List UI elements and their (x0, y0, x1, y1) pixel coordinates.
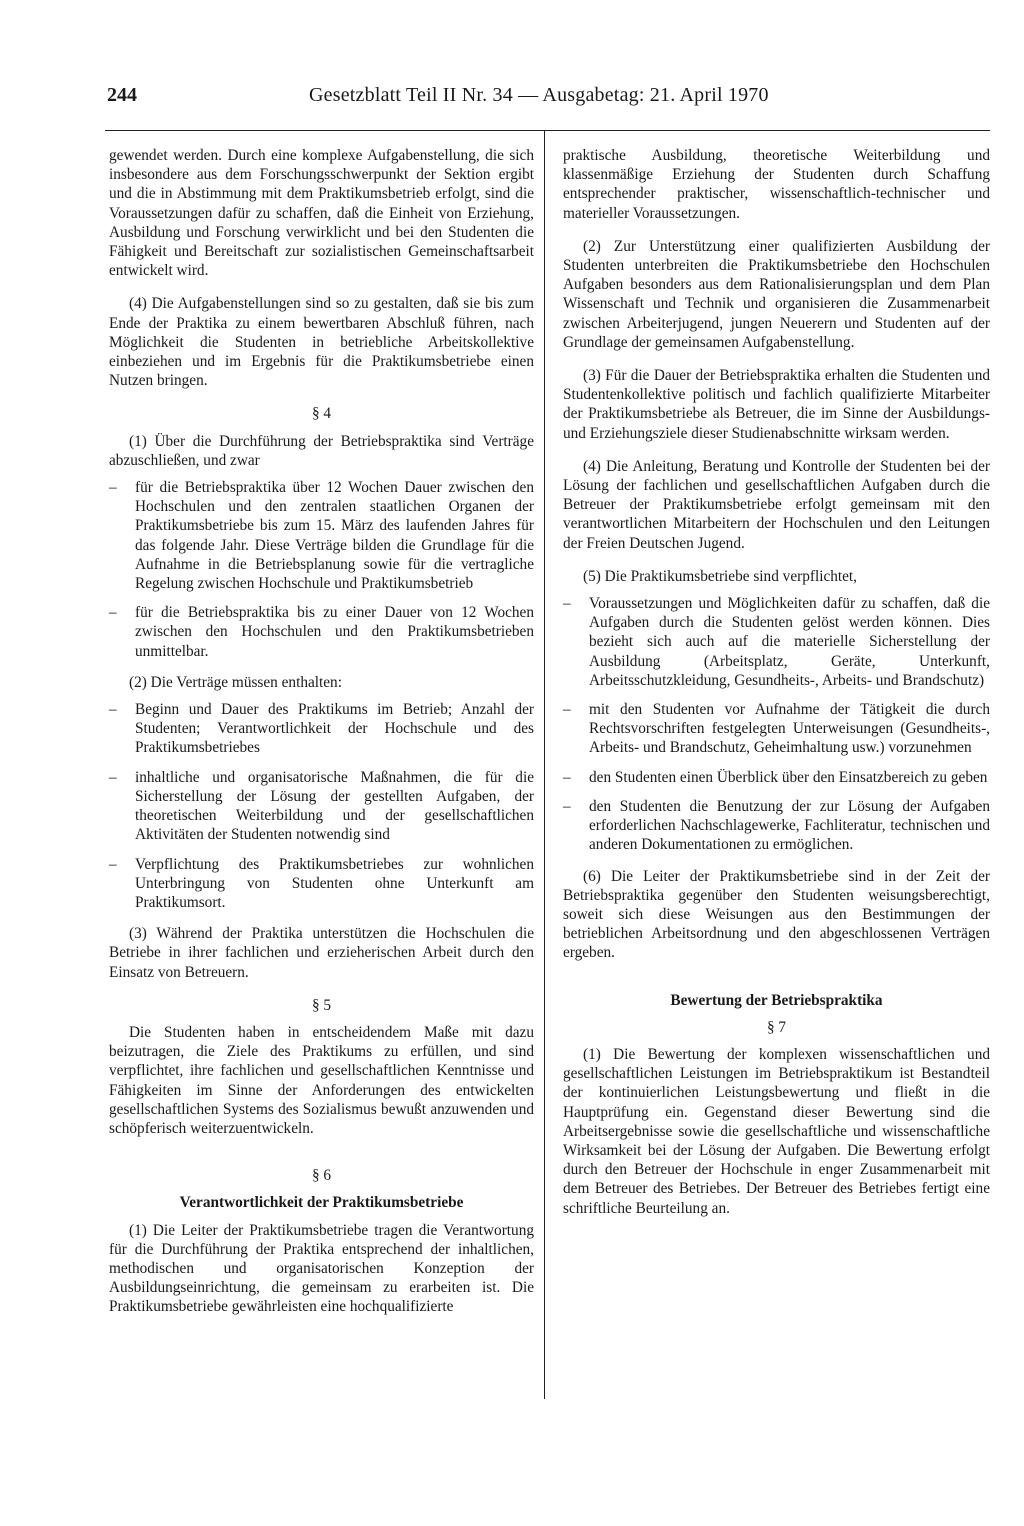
list-item: – den Studenten einen Überblick über den Einsatzbereich zu geben (563, 768, 990, 787)
paragraph-continued: praktische Ausbildung, theoretische Weiterbildung und klassenmäßige Erziehung der Studenten durch Schaffung entsprechender praktischer, wissenschaftlich-technischer und materieller Voraussetzungen. (563, 147, 990, 222)
list-item: – Verpflichtung des Praktikumsbetriebes zur wohnlichen Unterbringung von Studenten ohne Unterkunft am Praktikumsort. (109, 855, 534, 913)
section-4-paragraph-1: (1) Über die Durchführung der Betriebspraktika sind Verträge abzuschließen, und zwar (109, 432, 534, 469)
paragraph-continued: gewendet werden. Durch eine komplexe Aufgabenstellung, die sich insbesondere aus dem Forschungsschwerpunkt der Sektion ergibt und die in Abstimmung mit dem Praktikumsbetrieb erfolgt, sind die Voraussetzungen dafür zu schaffen, daß die Einheit von Erziehung, Ausbildung und Forschung verwirklicht und bei den Studenten die Fähigkeit und Bereitschaft zur sozialistischen Gemeinschaftsarbeit entwickelt wird. (109, 147, 534, 280)
header-rule (105, 130, 990, 131)
paragraph-5-list (563, 594, 990, 854)
paragraph-4: (4) Die Anleitung, Beratung und Kontrolle der Studenten bei der Lösung der fachlichen und gesellschaftlichen Aufgaben durch die Betreuer der Praktikumsbetriebe erfolgt gemeinsam mit den verantwortlichen Mitarbeitern der Hochschulen und den Leitungen der Freien Deutschen Jugend. (563, 457, 990, 552)
page-header (107, 84, 987, 112)
list-item: – inhaltliche und organisatorische Maßnahmen, die für die Sicherstellung der Lösung der gestellten Aufgaben, der theoretischen Weiterbildung und der gesellschaftlichen Aktivitäten der Studenten notwendig sind (109, 768, 534, 845)
paragraph-6: (6) Die Leiter der Praktikumsbetriebe sind in der Zeit der Betriebspraktika gegenüber den Studenten weisungsberechtigt, soweit sich diese Weisungen aus den Bestimmungen der betrieblichen Arbeitsordnung und den abgeschlossenen Verträgen ergeben. (563, 867, 990, 962)
list-item: – Voraussetzungen und Möglichkeiten dafür zu schaffen, daß die Aufgaben durch die Studenten gelöst werden können. Dies bezieht sich auch auf die materielle Sicherstellung der Ausbildung (Arbeitsplatz, Geräte, Unterkunft, Arbeitsschutzkleidung, Gesundheits-, Arbeits- und Brandschutz) (563, 594, 990, 690)
list-item: – für die Betriebspraktika über 12 Wochen Dauer zwischen den Hochschulen und den zentralen staatlichen Organen der Praktikumsbetriebe bis zum 15. März des laufenden Jahres für das folgende Jahr. Diese Verträge bilden die Grundlage für die Aufnahme in die Betriebsplanung sowie für die vertragliche Regelung zwischen Hochschule und Praktikumsbetrieb (109, 478, 534, 593)
list-item: – Beginn und Dauer des Praktikums im Betrieb; Anzahl der Studenten; Verantwortlichkeit der Hochschule und des Praktikumsbetriebes (109, 700, 534, 758)
header-title: Gesetzblatt Teil II Nr. 34 — Ausgabetag: 21. April 1970 (309, 84, 769, 106)
right-column (563, 146, 990, 1232)
section-5-heading: § 5 (311, 996, 332, 1014)
paragraph-3: (3) Für die Dauer der Betriebspraktika erhalten die Studenten und Studentenkollektive politisch und fachlich qualifizierte Mitarbeiter der Praktikumsbetriebe als Betreuer, die im Sinne der Ausbildungs- und Erziehungsziele dieser Studienabschnitte wirksam werden. (563, 367, 990, 442)
section-6-heading: § 6 (311, 1167, 332, 1185)
section-4-paragraph-2: (2) Die Verträge müssen enthalten: (129, 673, 342, 691)
paragraph-5: (5) Die Praktikumsbetriebe sind verpflichtet, (583, 567, 857, 585)
page-number: 244 (107, 84, 137, 106)
section-6-paragraph-1: (1) Die Leiter der Praktikumsbetriebe tragen die Verantwortung für die Durchführung der Praktika entsprechend der inhaltlichen, methodischen und organisatorischen Konzeption der Ausbildungseinrichtung, die gemeinsam zu erarbeiten ist. Die Praktikumsbetriebe gewährleisten eine hochqualifizierte (109, 1221, 534, 1316)
section-5-paragraph: Die Studenten haben in entscheidendem Maße mit dazu beizutragen, die Ziele des Praktikums zu erfüllen, und sind verpflichtet, ihre fachlichen und gesellschaftlichen Kenntnisse und Fähigkeiten im Sinne der Anforderungen des entwickelten gesellschaftlichen Systems des Sozialismus bewußt anzuwenden und schöpferisch weiterzuentwickeln. (109, 1023, 534, 1137)
left-column (109, 146, 534, 1331)
section-4-list-1 (109, 478, 534, 661)
list-item: – den Studenten die Benutzung der zur Lösung der Aufgaben erforderlichen Nachschlagewerke, Fachliteratur, technischen und anderen Dokumentationen zu ermöglichen. (563, 797, 990, 855)
column-divider (544, 131, 545, 1399)
section-7-paragraph-1: (1) Die Bewertung der komplexen wissenschaftlichen und gesellschaftlichen Leistungen im Betriebspraktikum ist Bestandteil der kontinuierlichen Leistungsbewertung und fließt in die Hauptprüfung ein. Gegenstand dieser Bewertung sind die Arbeitsergebnisse sowie die gesellschaftliche und wissenschaftliche Wirksamkeit bei der Lösung der Aufgaben. Die Bewertung erfolgt durch den Betreuer der Hochschule in enger Zusammenarbeit mit dem Betreuer des Betriebes. Der Betreuer des Betriebes fertigt eine schriftliche Beurteilung an. (563, 1045, 990, 1217)
paragraph-4: (4) Die Aufgabenstellungen sind so zu gestalten, daß sie bis zum Ende der Praktika zu einem bewertbaren Abschluß führen, nach Möglichkeit die Studenten in betriebliche Arbeitskollektive einbeziehen und im Ergebnis für die Praktikumsbetriebe einen Nutzen bringen. (109, 295, 534, 390)
section-6-title: Verantwortlichkeit der Praktikumsbetriebe (179, 1194, 464, 1212)
paragraph-2: (2) Zur Unterstützung einer qualifizierten Ausbildung der Studenten unterbreiten die Praktikumsbetriebe den Hochschulen Aufgaben besonders aus dem Rationalisierungsplan und dem Plan Wissenschaft und Technik und organisieren die Zusammenarbeit zwischen Arbeiterjugend, jungen Neuerern und Studenten auf der Grundlage der gemeinsamen Aufgabenstellung. (563, 237, 990, 351)
section-7-heading: § 7 (766, 1018, 787, 1036)
section-4-heading: § 4 (311, 405, 332, 423)
section-4-list-2 (109, 700, 534, 912)
bewertung-heading: Bewertung der Betriebspraktika (670, 991, 883, 1009)
list-item: – mit den Studenten vor Aufnahme der Tätigkeit die durch Rechtsvorschriften festgelegten Unterweisungen (Gesundheits-, Arbeits- und Brandschutz, Geheimhaltung usw.) vorzunehmen (563, 700, 990, 758)
list-item: – für die Betriebspraktika bis zu einer Dauer von 12 Wochen zwischen den Hochschulen und den Praktikumsbetrieben unmittelbar. (109, 603, 534, 661)
section-4-paragraph-3: (3) Während der Praktika unterstützen die Hochschulen die Betriebe in ihrer fachlichen und erzieherischen Arbeit durch den Einsatz von Betreuern. (109, 925, 534, 981)
